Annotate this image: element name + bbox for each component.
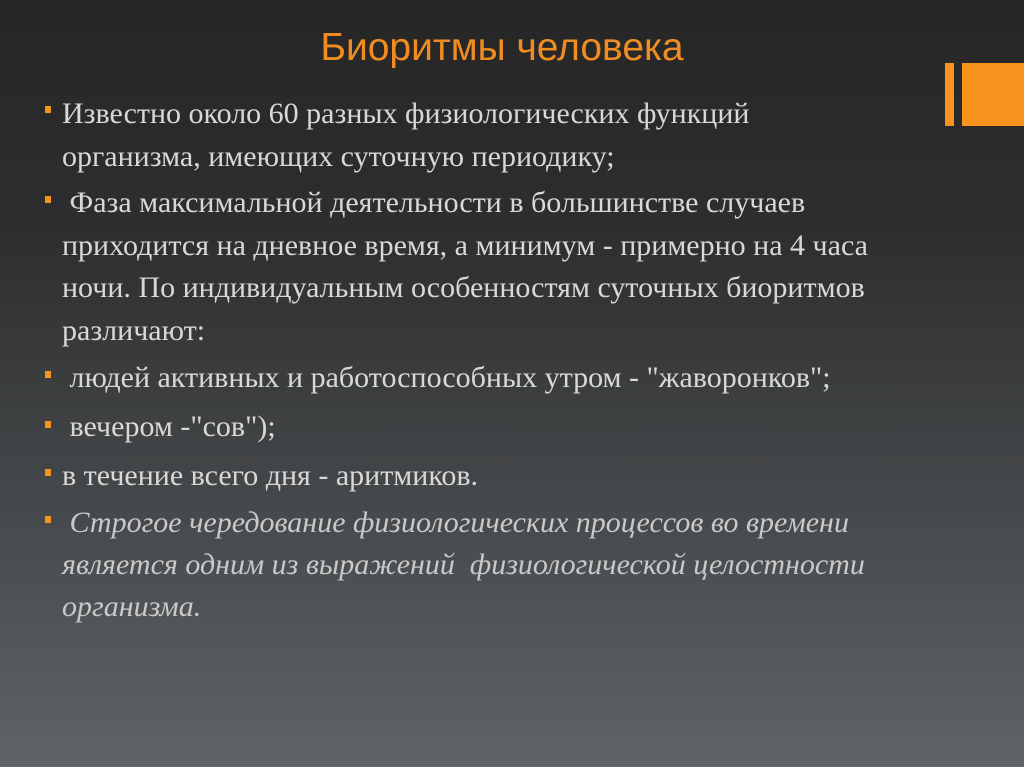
- bullet-marker: [45, 516, 51, 523]
- bullet-marker: [45, 106, 51, 113]
- bullet-2-line-4: различают:: [62, 314, 206, 347]
- bullet-marker: [45, 421, 51, 428]
- bullet-marker: [45, 196, 51, 203]
- bullet-2-line-2: приходится на дневное время, а минимум - примерно на 4 часа: [62, 229, 868, 262]
- bullet-2-line-1: Фаза максимальной деятельности в большинстве случаев: [62, 186, 806, 219]
- bullet-5-line-1: в течение всего дня - аритмиков.: [62, 459, 479, 492]
- bullet-4-line-1: вечером -"сов");: [62, 410, 276, 443]
- bullet-1-line-2: организма, имеющих суточную периодику;: [62, 140, 615, 173]
- bullet-2-line-3: ночи. По индивидуальным особенностям суточных биоритмов: [62, 271, 865, 304]
- bullet-1-line-1: Известно около 60 разных физиологических функций: [62, 97, 750, 130]
- bullet-6-line-1: Строгое чередование физиологических процессов во времени: [62, 506, 849, 539]
- bullet-6-line-2: является одним из выражений физиологической целостности: [62, 548, 865, 581]
- slide-title: Биоритмы человека: [320, 26, 684, 69]
- bullet-marker: [45, 469, 51, 476]
- bullet-3-line-1: людей активных и работоспособных утром - "жаворонков";: [62, 361, 831, 394]
- bullet-6-line-3: организма.: [62, 590, 202, 623]
- bullet-marker: [45, 371, 51, 378]
